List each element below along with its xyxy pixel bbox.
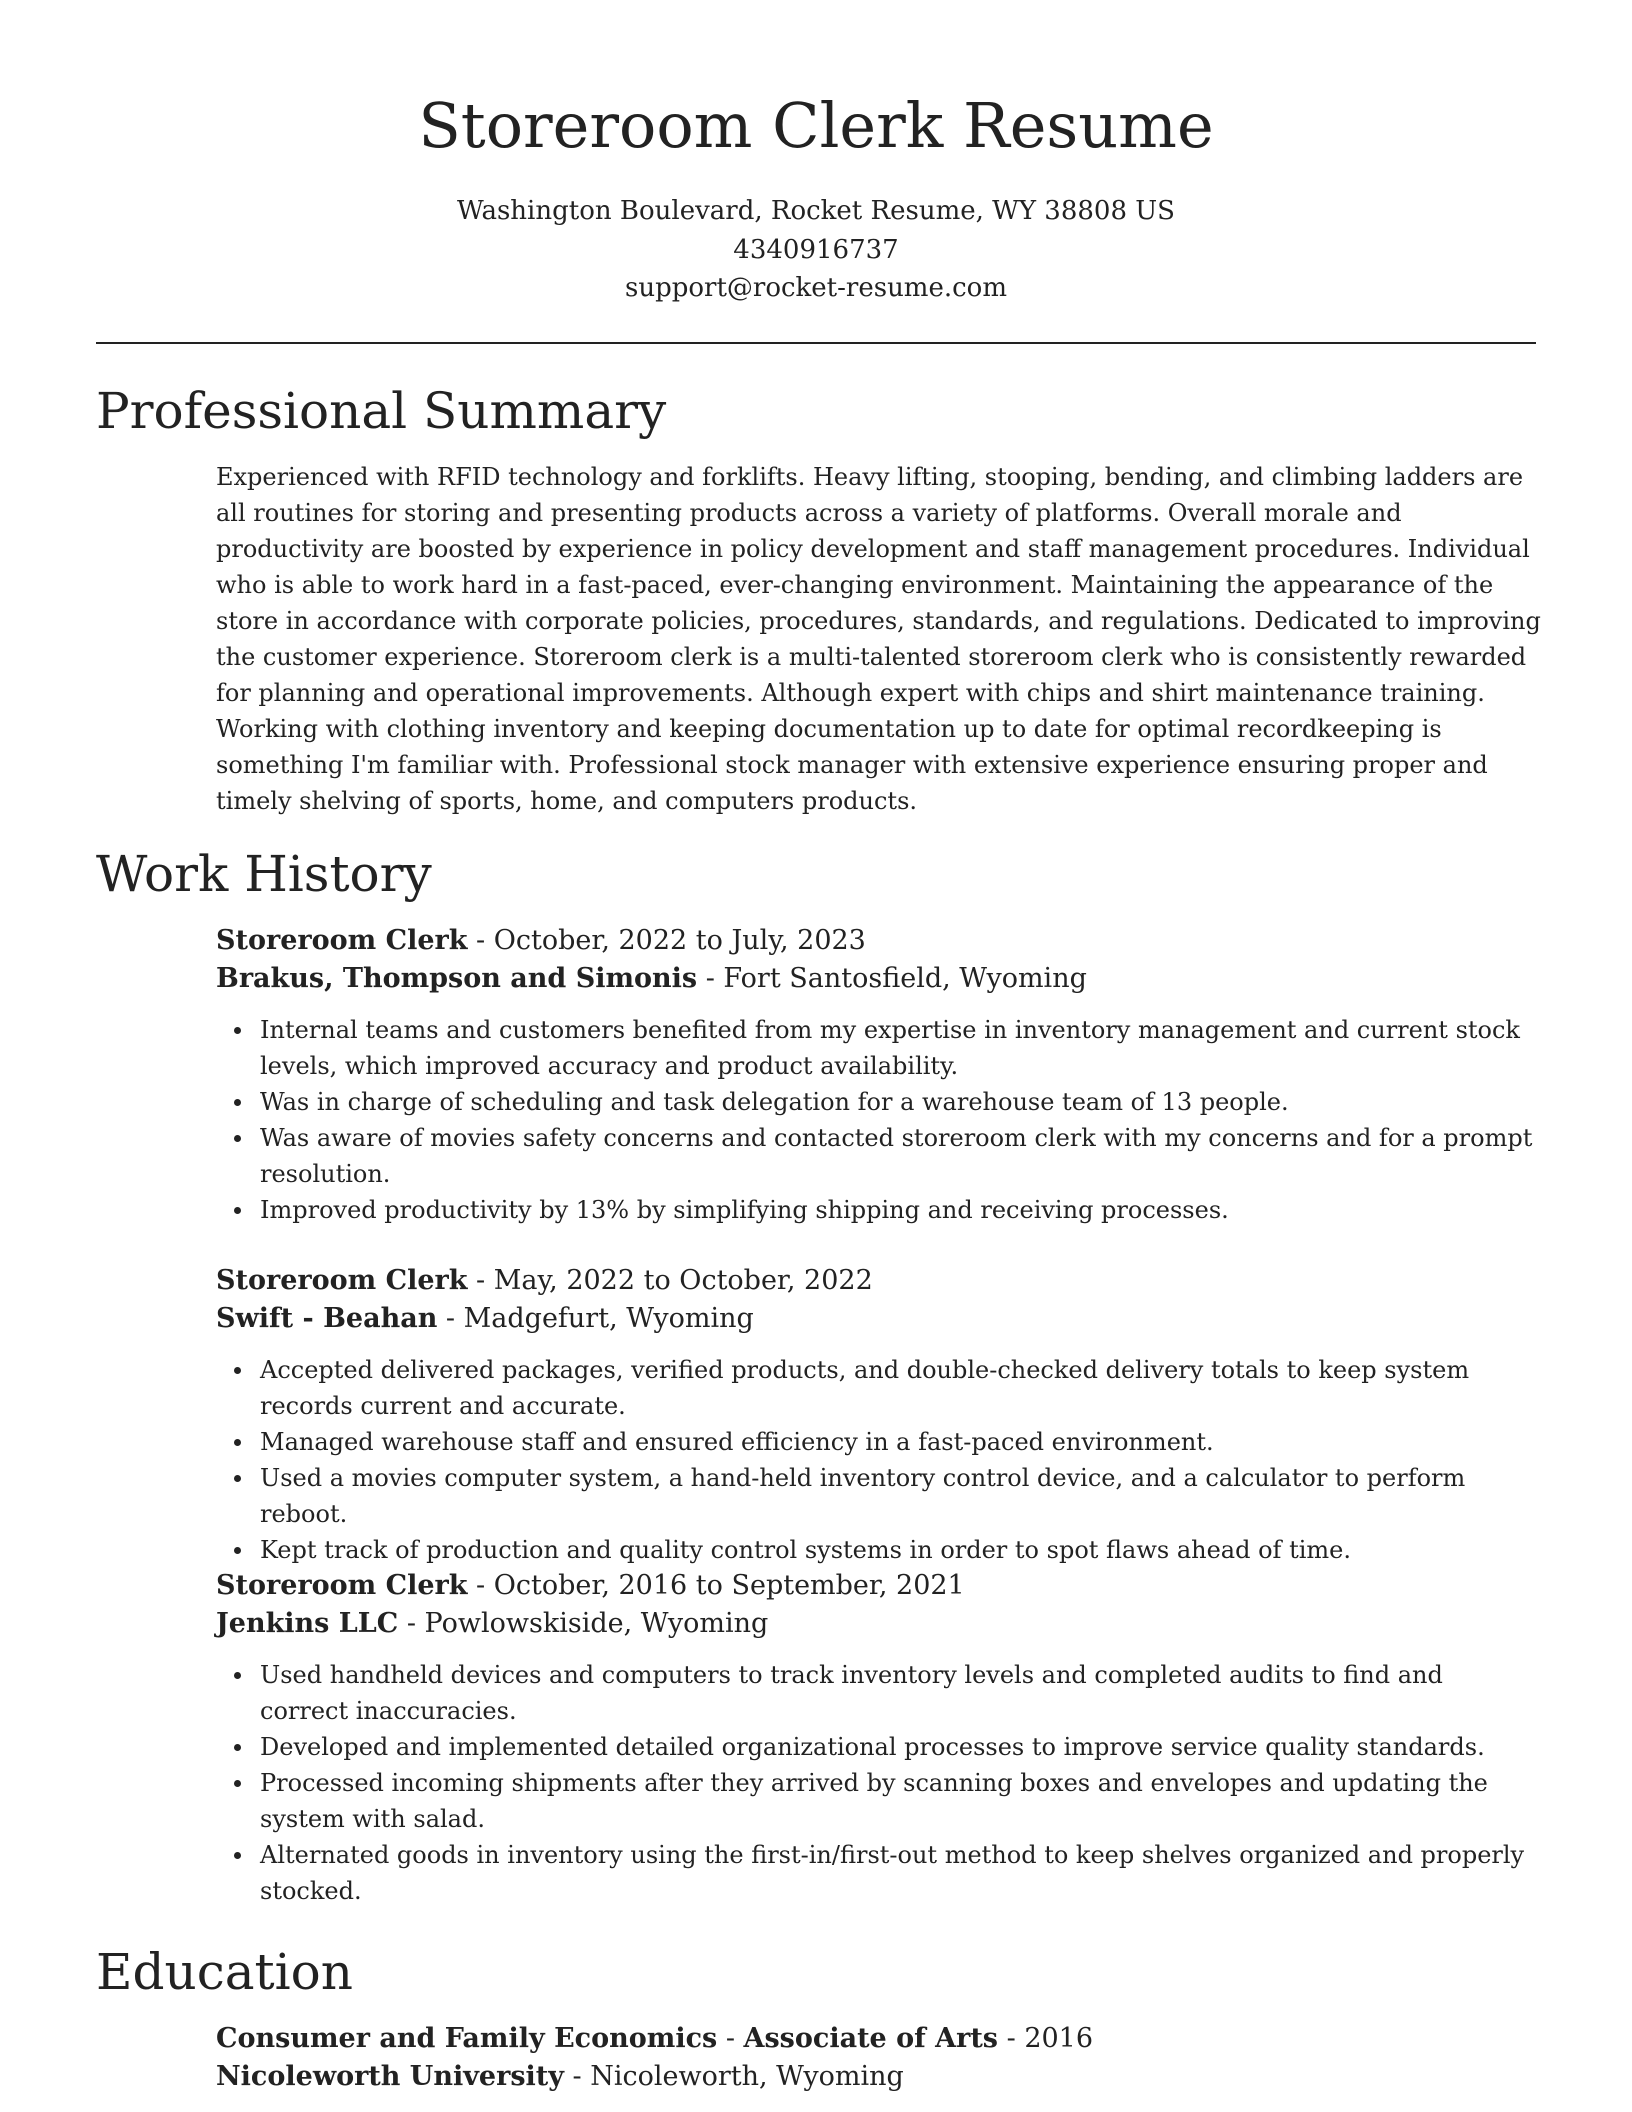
job-title: Storeroom Clerk bbox=[216, 1265, 468, 1296]
job-entry-1 bbox=[216, 922, 1546, 1228]
education-location: Nicoleworth, Wyoming bbox=[590, 2061, 904, 2092]
job-entry-3 bbox=[216, 1567, 1546, 1909]
job-title: Storeroom Clerk bbox=[216, 925, 468, 956]
job-location: Fort Santosfield, Wyoming bbox=[723, 963, 1087, 994]
job-title-line bbox=[216, 922, 1546, 960]
contact-address: Washington Boulevard, Rocket Resume, WY 38808 US bbox=[457, 196, 1175, 226]
job-company-line bbox=[216, 1300, 1546, 1338]
list-item: Developed and implemented detailed organizational processes to improve service quality standards. bbox=[260, 1729, 1546, 1765]
education-year: 2016 bbox=[1024, 2023, 1094, 2054]
list-item: Was aware of movies safety concerns and contacted storeroom clerk with my concerns and for a prompt resolution. bbox=[260, 1120, 1546, 1192]
separator: - bbox=[563, 2061, 591, 2092]
contact-phone: 4340916737 bbox=[733, 234, 899, 265]
job-bullets bbox=[216, 1352, 1546, 1568]
list-item: Kept track of production and quality control systems in order to spot flaws ahead of time. bbox=[260, 1532, 1546, 1568]
list-item: Used handheld devices and computers to track inventory levels and completed audits to find and correct inaccuracies. bbox=[260, 1657, 1546, 1729]
list-item: Was in charge of scheduling and task delegation for a warehouse team of 13 people. bbox=[260, 1084, 1546, 1120]
summary-text: Experienced with RFID technology and forklifts. Heavy lifting, stooping, bending, and climbing ladders are all routines for storing and presenting products across a variety of platforms. Overall morale and productivity are boosted by experience in policy development and staff management procedures. Individual who is able to work hard in a fast-paced, ever-changing environment. Maintaining the appearance of the store in accordance with corporate policies, procedures, standards, and regulations. Dedicated to improving the customer experience. Storeroom clerk is a multi-talented storeroom clerk who is consistently rewarded for planning and operational improvements. Although expert with chips and shirt maintenance training. Working with clothing inventory and keeping documentation up to date for optimal recordkeeping is something I'm familiar with. Professional stock manager with extensive experience ensuring proper and timely shelving of sports, home, and computers products. bbox=[216, 463, 1541, 815]
job-company: Swift - Beahan bbox=[216, 1303, 438, 1334]
education-degree-line bbox=[216, 2020, 1546, 2058]
education-field: Consumer and Family Economics bbox=[216, 2023, 718, 2054]
list-item: Accepted delivered packages, verified products, and double-checked delivery totals to keep system records current and accurate. bbox=[260, 1352, 1546, 1424]
contact-block bbox=[0, 192, 1632, 308]
header-divider bbox=[96, 342, 1536, 344]
separator: - bbox=[998, 2023, 1025, 2054]
job-location: Powlowskiside, Wyoming bbox=[424, 1608, 769, 1639]
list-item: Alternated goods in inventory using the first-in/first-out method to keep shelves organized and properly stocked. bbox=[260, 1837, 1546, 1909]
job-bullets bbox=[216, 1657, 1546, 1909]
education-entry bbox=[216, 2020, 1546, 2096]
job-dates: October, 2016 to September, 2021 bbox=[493, 1570, 965, 1601]
separator: - bbox=[717, 2023, 744, 2054]
job-company-line bbox=[216, 1605, 1546, 1643]
section-heading-work-history: Work History bbox=[96, 845, 432, 903]
job-title: Storeroom Clerk bbox=[216, 1570, 468, 1601]
list-item: Used a movies computer system, a hand-held inventory control device, and a calculator to perform reboot. bbox=[260, 1460, 1546, 1532]
list-item: Internal teams and customers benefited from my expertise in inventory management and current stock levels, which improved accuracy and product availability. bbox=[260, 1012, 1546, 1084]
job-location: Madgefurt, Wyoming bbox=[463, 1303, 754, 1334]
education-school: Nicoleworth University bbox=[216, 2061, 564, 2092]
job-company-line bbox=[216, 960, 1546, 998]
job-entry-2 bbox=[216, 1262, 1546, 1568]
separator: - bbox=[398, 1608, 425, 1639]
list-item: Improved productivity by 13% by simplifying shipping and receiving processes. bbox=[260, 1192, 1546, 1228]
job-bullets bbox=[216, 1012, 1546, 1228]
job-dates: October, 2022 to July, 2023 bbox=[493, 925, 866, 956]
job-title-line bbox=[216, 1567, 1546, 1605]
separator: - bbox=[467, 1265, 494, 1296]
education-degree: Associate of Arts bbox=[743, 2023, 999, 2054]
separator: - bbox=[697, 963, 724, 994]
job-company: Jenkins LLC bbox=[216, 1608, 399, 1639]
section-heading-education: Education bbox=[96, 1943, 353, 2001]
job-company: Brakus, Thompson and Simonis bbox=[216, 963, 698, 994]
section-heading-summary: Professional Summary bbox=[96, 382, 667, 440]
list-item: Processed incoming shipments after they arrived by scanning boxes and envelopes and updating the system with salad. bbox=[260, 1765, 1546, 1837]
list-item: Managed warehouse staff and ensured efficiency in a fast-paced environment. bbox=[260, 1424, 1546, 1460]
contact-email: support@rocket-resume.com bbox=[624, 273, 1007, 303]
separator: - bbox=[467, 925, 494, 956]
separator: - bbox=[467, 1570, 494, 1601]
job-dates: May, 2022 to October, 2022 bbox=[493, 1265, 873, 1296]
education-school-line bbox=[216, 2058, 1546, 2096]
summary-section bbox=[216, 459, 1541, 819]
job-title-line bbox=[216, 1262, 1546, 1300]
resume-title: Storeroom Clerk Resume bbox=[418, 89, 1214, 162]
separator: - bbox=[437, 1303, 464, 1334]
